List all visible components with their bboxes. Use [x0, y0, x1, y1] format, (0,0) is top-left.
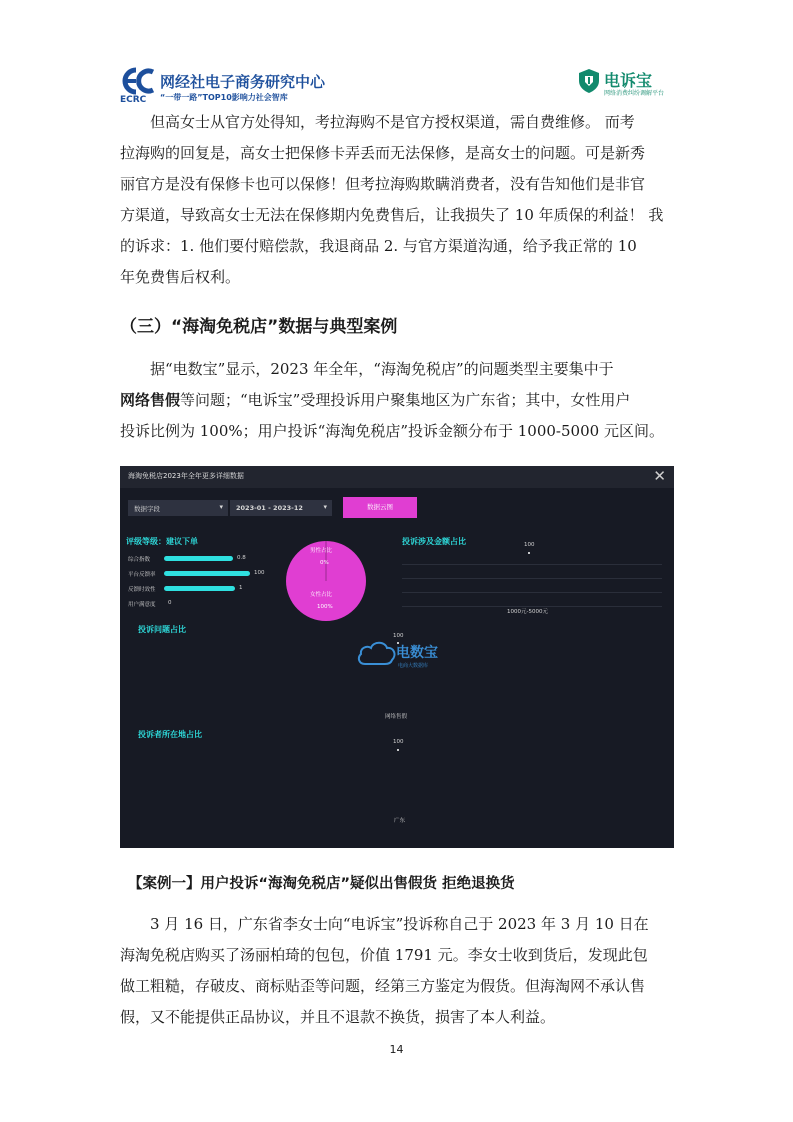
org-abbr: ECRC [120, 95, 147, 105]
watermark-text: 电数宝 [396, 645, 438, 661]
data-dashboard [120, 466, 674, 848]
date-range-select[interactable] [230, 500, 332, 516]
rating-row-label: 反馈时效性 [128, 587, 156, 593]
female-value: 100% [317, 604, 333, 610]
close-icon[interactable]: ✕ [653, 467, 666, 485]
page-number: 14 [389, 1043, 404, 1056]
rating-row-value: 100 [254, 570, 265, 576]
org-tagline: “一带一路”TOP10影响力社会智库 [160, 93, 288, 102]
grid-line [402, 564, 662, 565]
issue-value-label: 100 [393, 633, 404, 639]
male-value: 0% [320, 560, 329, 566]
rating-row-value: 0 [168, 600, 172, 606]
chevron-down-icon: ▾ [323, 503, 327, 511]
org-name: 网经社电子商务研究中心 [160, 73, 326, 91]
data-cloud-button[interactable]: 数据云图 [343, 497, 417, 518]
field-select[interactable] [128, 500, 228, 516]
rating-row-label: 综合指数 [128, 557, 151, 563]
ecrc-logo-icon [120, 66, 156, 96]
watermark-sub: 电商大数据库 [398, 663, 429, 669]
paragraph-line: 投诉比例为 100%；用户投诉“海淘免税店”投诉金额分布于 1000-5000 元区间。 [120, 422, 664, 440]
region-chart-title: 投诉者所在地占比 [138, 730, 202, 739]
section-title: （三）“海淘免税店”数据与典型案例 [120, 317, 398, 337]
case-title: 【案例一】用户投诉“海淘免税店”疑似出售假货 拒绝退换货 [128, 876, 515, 892]
dashboard-titlebar [120, 466, 674, 488]
platform-name: 电诉宝 [604, 71, 653, 90]
platform-subtitle: 网络消费纠纷调解平台 [604, 90, 665, 97]
rating-row-value: 0.8 [237, 555, 246, 561]
female-label: 女性占比 [310, 592, 333, 598]
paragraph-line [120, 385, 675, 416]
header-platform [578, 68, 678, 102]
shield-icon [578, 68, 600, 94]
paragraph-line: 但高女士从官方处得知，考拉海购不是官方授权渠道，需自费维修。 而考 [120, 113, 635, 131]
paragraph-line: 丽官方是没有保修卡也可以保修！但考拉海购欺瞒消费者，没有告知他们是非官 [120, 175, 646, 193]
dashboard-title: 海淘免税店2023年全年更多详细数据 [128, 472, 244, 480]
grid-line [402, 592, 662, 593]
highlight-text: 网络售假 [120, 391, 181, 409]
paragraph-line: 拉海购的回复是，高女士把保修卡弄丢而无法保修，是高女士的问题。可是新秀 [120, 144, 646, 162]
rating-row-label: 用户满意度 [128, 602, 156, 608]
grid-line [402, 578, 662, 579]
rating-title: 评级等级：建议下单 [126, 537, 198, 546]
amount-category-label: 1000元-5000元 [507, 609, 548, 615]
rating-bar [164, 571, 250, 576]
paragraph-line: 3 月 16 日，广东省李女士向“电诉宝”投诉称自己于 2023 年 3 月 10 日在 [120, 915, 649, 933]
paragraph-line: 做工粗糙，存破皮、商标贴歪等问题，经第三方鉴定为假货。但海淘网不承认售 [120, 977, 646, 995]
header-org [120, 66, 380, 106]
rating-row-label: 平台反馈率 [128, 572, 156, 578]
paragraph-line: 方渠道，导致高女士无法在保修期内免费售后，让我损失了 10 年质保的利益！ 我 [120, 206, 664, 224]
paragraph-line: 的诉求：1. 他们要付赔偿款，我退商品 2. 与官方渠道沟通，给予我正常的 10 [120, 237, 637, 255]
paragraph-line: 年免费售后权利。 [120, 268, 241, 286]
field-select-label: 数据字段 [134, 505, 160, 513]
intro-paragraph [120, 107, 675, 293]
rating-bar [164, 556, 233, 561]
paragraph-text: 等问题；“电诉宝”受理投诉用户聚集地区为广东省；其中，女性用户 [180, 391, 631, 409]
paragraph-line: 假，又不能提供正品协议，并且不退款不换货，损害了本人利益。 [120, 1008, 556, 1026]
issue-category-label: 网络售假 [385, 714, 408, 720]
paragraph-line: 海淘免税店购买了汤丽柏琦的包包，价值 1791 元。李女士收到货后，发现此包 [120, 946, 648, 964]
region-value-label: 100 [393, 739, 404, 745]
paragraph-line: 据“电数宝”显示，2023 年全年，“海淘免税店”的问题类型主要集中于 [120, 360, 614, 378]
data-paragraph [120, 354, 675, 447]
rating-bar [164, 586, 235, 591]
region-data-point [397, 749, 399, 751]
date-range-label: 2023-01 - 2023-12 [236, 504, 303, 512]
issue-chart-title: 投诉问题占比 [138, 625, 186, 634]
region-category-label: 广东 [394, 818, 406, 824]
rating-row-value: 1 [239, 585, 243, 591]
male-label: 男性占比 [310, 548, 333, 554]
case-paragraph [120, 909, 675, 1033]
cloud-logo-icon [357, 638, 397, 666]
amount-value-label: 100 [524, 542, 535, 548]
chevron-down-icon: ▾ [219, 503, 223, 511]
amount-chart-title: 投诉涉及金额占比 [402, 537, 466, 546]
amount-data-point [528, 552, 530, 554]
